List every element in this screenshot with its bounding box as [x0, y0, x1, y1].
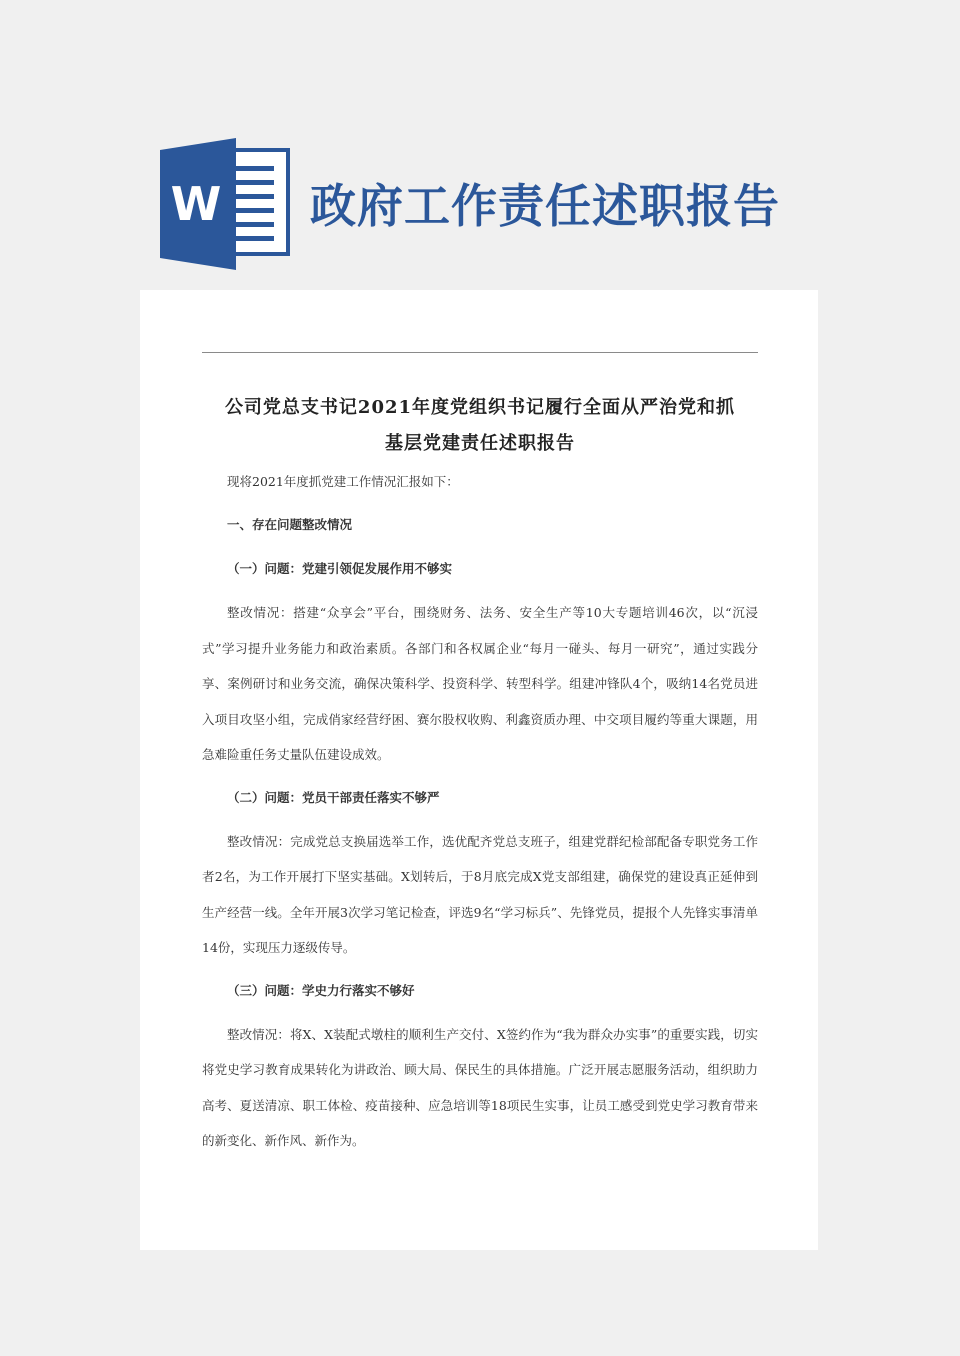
item-heading-1: （一）问题：党建引领促发展作用不够实	[227, 561, 453, 576]
document-title-line-1: 公司党总支书记2021年度党组织书记履行全面从严治党和抓	[224, 397, 736, 418]
header-title: 政府工作责任述职报告	[310, 179, 780, 233]
section-heading-1: 一、存在问题整改情况	[227, 517, 353, 532]
document-title-line-2: 基层党建责任述职报告	[385, 433, 575, 454]
document-title	[202, 390, 758, 462]
word-icon-letter: W	[170, 177, 222, 231]
item-heading-3: （三）问题：学史力行落实不够好	[227, 982, 415, 998]
item-body-1: 整改情况：搭建“众享会”平台，围绕财务、法务、安全生产等10大专题培训46次，以“沉浸式”学习提升业务能力和政治素质。各部门和各权属企业“每月一碰头、每月一研究”，通过实践分享、案例研讨和业务交流，确保决策科学、投资科学、转型科学。组建冲锋队4个，吸纳14名党员进入项目攻坚小组，完成俏家经营纾困、赛尔股权收购、利鑫资质办理、中交项目履约等重大课题，用急难险重任务丈量队伍建设成效。	[202, 605, 758, 762]
document-body	[202, 474, 758, 1176]
item-body-3: 整改情况：将X、X装配式墩柱的顺利生产交付、X签约作为“我为群众办实事”的重要实践，切实将党史学习教育成果转化为讲政治、顾大局、保民生的具体措施。广泛开展志愿服务活动，组织助力高考、夏送清凉、职工体检、疫苗接种、应急培训等18项民生实事，让员工感受到党史学习教育带来的新变化、新作风、新作为。	[202, 1026, 758, 1148]
header	[160, 138, 820, 270]
word-document-icon	[160, 138, 292, 270]
item-heading-2: （二）问题：党员干部责任落实不够严	[227, 789, 440, 805]
top-divider	[202, 352, 758, 353]
item-body-2: 整改情况：完成党总支换届选举工作，选优配齐党总支班子，组建党群纪检部配备专职党务工作者2名，为工作开展打下坚实基础。X划转后，于8月底完成X党支部组建，确保党的建设真正延伸到生产经营一线。全年开展3次学习笔记检查，评选9名“学习标兵”、先锋党员，提报个人先锋实事清单14份，实现压力逐级传导。	[202, 833, 758, 955]
document-page	[140, 290, 818, 1250]
intro-paragraph: 现将2021年度抓党建工作情况汇报如下：	[227, 474, 459, 489]
